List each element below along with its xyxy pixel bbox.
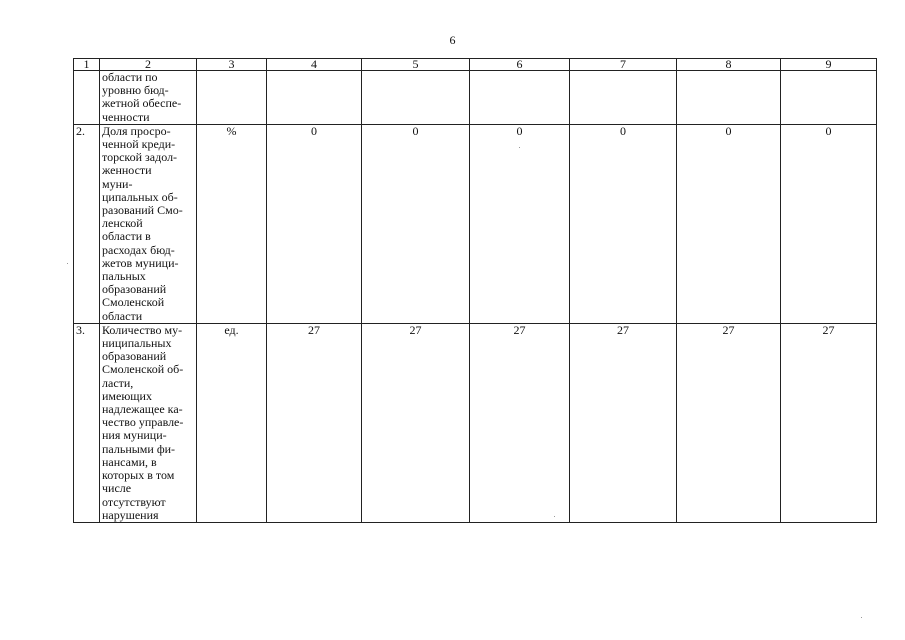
unit-cell: [197, 71, 267, 125]
value-cell: 27: [470, 323, 570, 522]
indicator-line: Доля просро-: [102, 123, 171, 138]
indicator-line: ниципальных: [102, 336, 172, 351]
indicator-line: жетов муници-: [102, 255, 179, 270]
indicator-line: ципальных об-: [102, 189, 178, 204]
header-cell: 7: [570, 59, 677, 71]
page-number: 6: [449, 33, 456, 47]
indicator-line: Количество му-: [102, 322, 183, 337]
indicator-line: ласти,: [102, 375, 134, 390]
row-number-cell: 2.: [74, 124, 100, 323]
indicator-line: ленской: [102, 216, 143, 231]
scan-speck: [519, 147, 520, 148]
value-cell: 27: [570, 323, 677, 522]
unit-cell: %: [197, 124, 267, 323]
indicator-line: уровню бюд-: [102, 83, 169, 98]
indicator-line: которых в том: [102, 468, 175, 483]
indicator-line: нансами, в: [102, 454, 157, 469]
indicator-line: расходах бюд-: [102, 242, 175, 257]
indicator-line: муни-: [102, 176, 133, 191]
header-cell: 3: [197, 59, 267, 71]
indicators-table: [73, 58, 877, 523]
indicator-line: ченной креди-: [102, 137, 176, 152]
indicator-line: пальными фи-: [102, 441, 176, 456]
indicator-line: Смоленской об-: [102, 362, 184, 377]
indicator-line: надлежащее ка-: [102, 402, 183, 417]
indicator-line: области в: [102, 229, 151, 244]
indicator-name-cell: [100, 323, 197, 522]
value-cell: [470, 71, 570, 125]
header-cell: 4: [267, 59, 362, 71]
indicator-line: женности: [102, 163, 152, 178]
indicator-line: торской задол-: [102, 150, 178, 165]
value-cell: 0: [781, 124, 877, 323]
value-cell: 27: [362, 323, 470, 522]
indicator-line: образований: [102, 282, 167, 297]
indicator-line: числе: [102, 481, 132, 496]
unit-cell: ед.: [197, 323, 267, 522]
value-cell: [267, 71, 362, 125]
value-cell: [362, 71, 470, 125]
value-cell: [570, 71, 677, 125]
table-row: [74, 323, 877, 522]
table-row: [74, 124, 877, 323]
header-cell: 2: [100, 59, 197, 71]
scan-speck: [554, 516, 555, 517]
indicator-line: ченности: [102, 109, 150, 124]
value-cell: [781, 71, 877, 125]
scan-speck: [861, 617, 862, 618]
value-cell: [677, 71, 781, 125]
table-row: [74, 71, 877, 125]
value-cell: 27: [781, 323, 877, 522]
indicator-line: Смоленской: [102, 295, 165, 310]
value-cell: 0: [570, 124, 677, 323]
value-cell: 27: [267, 323, 362, 522]
indicator-name-cell: [100, 71, 197, 125]
value-cell: 0: [470, 124, 570, 323]
indicator-line: разований Смо-: [102, 203, 183, 218]
header-cell: 8: [677, 59, 781, 71]
indicator-line: пальных: [102, 269, 146, 284]
indicator-line: имеющих: [102, 388, 152, 403]
indicator-name-cell: [100, 124, 197, 323]
value-cell: 0: [362, 124, 470, 323]
indicator-line: жетной обеспе-: [102, 96, 182, 111]
table-header-row: [74, 59, 877, 71]
header-cell: 6: [470, 59, 570, 71]
scan-speck: [67, 263, 68, 264]
value-cell: 0: [267, 124, 362, 323]
indicator-line: области: [102, 308, 143, 323]
indicator-line: отсутствуют: [102, 494, 166, 509]
header-cell: 1: [74, 59, 100, 71]
value-cell: 27: [677, 323, 781, 522]
row-number-cell: [74, 71, 100, 125]
header-cell: 9: [781, 59, 877, 71]
header-cell: 5: [362, 59, 470, 71]
indicator-line: нарушения: [102, 507, 159, 522]
indicator-line: образований: [102, 349, 167, 364]
indicator-line: чество управле-: [102, 415, 184, 430]
value-cell: 0: [677, 124, 781, 323]
row-number-cell: 3.: [74, 323, 100, 522]
indicator-line: области по: [102, 70, 158, 84]
indicator-line: ния муници-: [102, 428, 167, 443]
